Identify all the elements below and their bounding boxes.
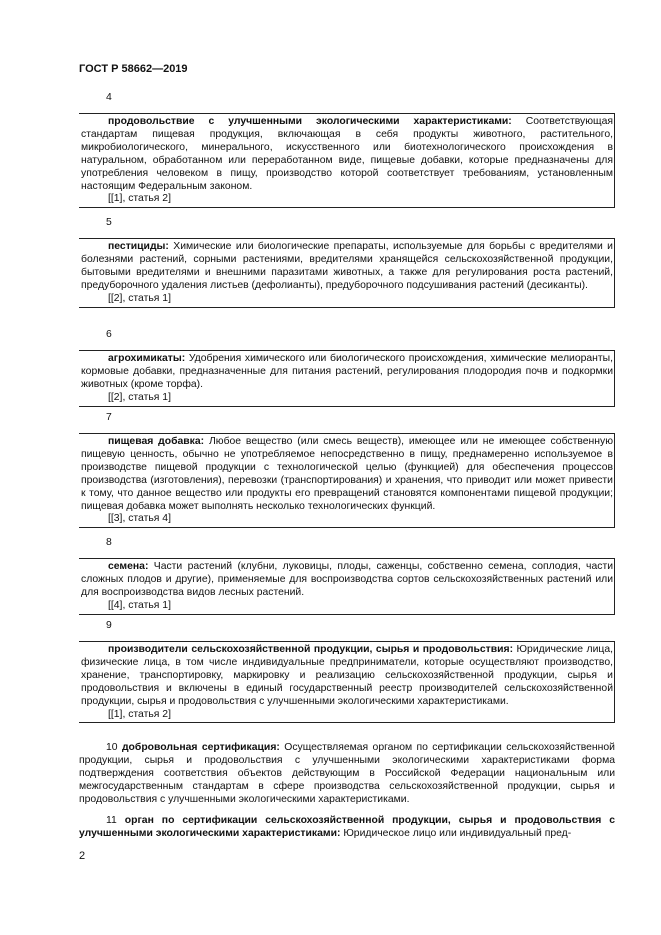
paragraph-definition: Юридическое лицо или индивидуальный пред- <box>343 827 572 839</box>
paragraph-number: 10 <box>106 742 118 753</box>
term-entry-9 <box>79 620 615 723</box>
term-reference: [[2], статья 1] <box>108 292 171 304</box>
paragraph-term: добровольная сертификация: <box>121 742 280 753</box>
term-entry-6 <box>79 329 615 407</box>
page-number: 2 <box>79 850 86 862</box>
term-reference: [[1], статья 2] <box>108 708 171 720</box>
term-definition: Удобрения химического или биологического происхождения, химические мелиоранты, кормовые добавки, предназначенные для питания растений, регулирования плодородия почв и подкормки животных (кроме торфа). <box>81 353 614 390</box>
term-number: 8 <box>106 537 112 548</box>
paragraph-10 <box>79 742 615 807</box>
document-header: ГОСТ Р 58662—2019 <box>79 63 188 75</box>
term-definition: Любое вещество (или смесь веществ), имеющее или не имеющее собственную пищевую ценность, обычно не употребляемое непосредственно в пищу, преднамеренно используемое в производстве пищевой продукции с технологической целью (функцией) для обеспечения процессов производства (изготовления), перевозки (транспортирования) и хранения, что приводит или может привести к тому, что данное вещество или продукты его превращений становятся компонентами пищевой продукции; пищевая добавка может выполнять несколько технологических функций. <box>81 436 614 512</box>
term-definition: Соответствующая стандартам пищевая продукция, включающая в себя продукты животного, растительного, микробиологического, минерального, искусственного или биотехнологического происхождения в натуральном, обработанном или переработанном виде, пищевые добавки, которые предназначены для употребления человеком в пищу, производство которой соответствует требованиям, установленным настоящим Федеральным законом. <box>81 116 613 192</box>
term-definition: Химические или биологические препараты, используемые для борьбы с вредителями и болезнями растений, сорными растениями, вредителями хранящейся сельскохозяйственной продукции, бытовыми вредителями и внешними паразитами животных, а также для регулирования роста растений, предуборочного удаления листьев (дефолианты), предуборочного подсушивания растений (десиканты). <box>81 241 613 291</box>
term-title: пищевая добавка: <box>108 436 205 447</box>
term-definition: Части растений (клубни, луковицы, плоды, саженцы, собственно семена, соплодия, части сложных плодов и другие), применяемые для воспроизводства сортов сельскохозяйственных растений или для воспроизводства видов лесных растений. <box>81 561 614 598</box>
paragraph-11 <box>79 815 615 841</box>
term-definition: Юридические лица, физические лица, в том числе индивидуальные предприниматели, которые осуществляют производство, хранение, транспортировку, маркировку и реализацию сельскохозяйственной продукции, сырья и продовольствия и включены в единый государственный реестр производителей сельскохозяйственной продукции, сырья и продовольствия с улучшенными экологическими характеристиками. <box>81 644 613 707</box>
term-reference: [[1], статья 2] <box>108 193 171 205</box>
term-box <box>79 433 615 528</box>
term-entry-4 <box>79 92 615 208</box>
term-box <box>79 350 615 407</box>
term-title: производители сельскохозяйственной продукции, сырья и продовольствия: <box>108 644 514 655</box>
term-box <box>79 238 615 308</box>
term-number: 5 <box>106 217 112 228</box>
term-number: 7 <box>106 412 112 423</box>
term-entry-5 <box>79 217 615 308</box>
term-number: 4 <box>106 92 112 103</box>
term-box <box>79 558 615 615</box>
term-reference: [[3], статья 4] <box>108 513 171 525</box>
term-box <box>79 641 615 723</box>
paragraph-term: орган по сертификации сельскохозяйственной продукции, сырья и продовольствия с улучшенными экологическими характеристиками: <box>79 815 615 839</box>
term-title: агрохимикаты: <box>108 353 186 364</box>
term-entry-8 <box>79 537 615 615</box>
paragraph-definition: Осуществляемая органом по сертификации сельскохозяйственной продукции, сырья и продовольствия с улучшенными экологическими характеристиками форма подтверждения соответствия объектов действующим в Российской Федерации национальным или межгосударственным стандартам в сфере производства сельскохозяйственной продукции, сырья и продовольствия с улучшенными экологическими характеристиками. <box>79 742 615 805</box>
term-reference: [[4], статья 1] <box>108 599 171 611</box>
term-number: 9 <box>106 620 112 631</box>
term-reference: [[2], статья 1] <box>108 391 171 403</box>
paragraph-number: 11 <box>106 815 117 826</box>
term-title: пестициды: <box>108 241 169 252</box>
term-box <box>79 113 615 208</box>
term-title: семена: <box>108 561 149 572</box>
term-entry-7 <box>79 412 615 528</box>
term-title: продовольствие с улучшенными экологическими характеристиками: <box>108 116 512 127</box>
term-number: 6 <box>106 329 112 340</box>
